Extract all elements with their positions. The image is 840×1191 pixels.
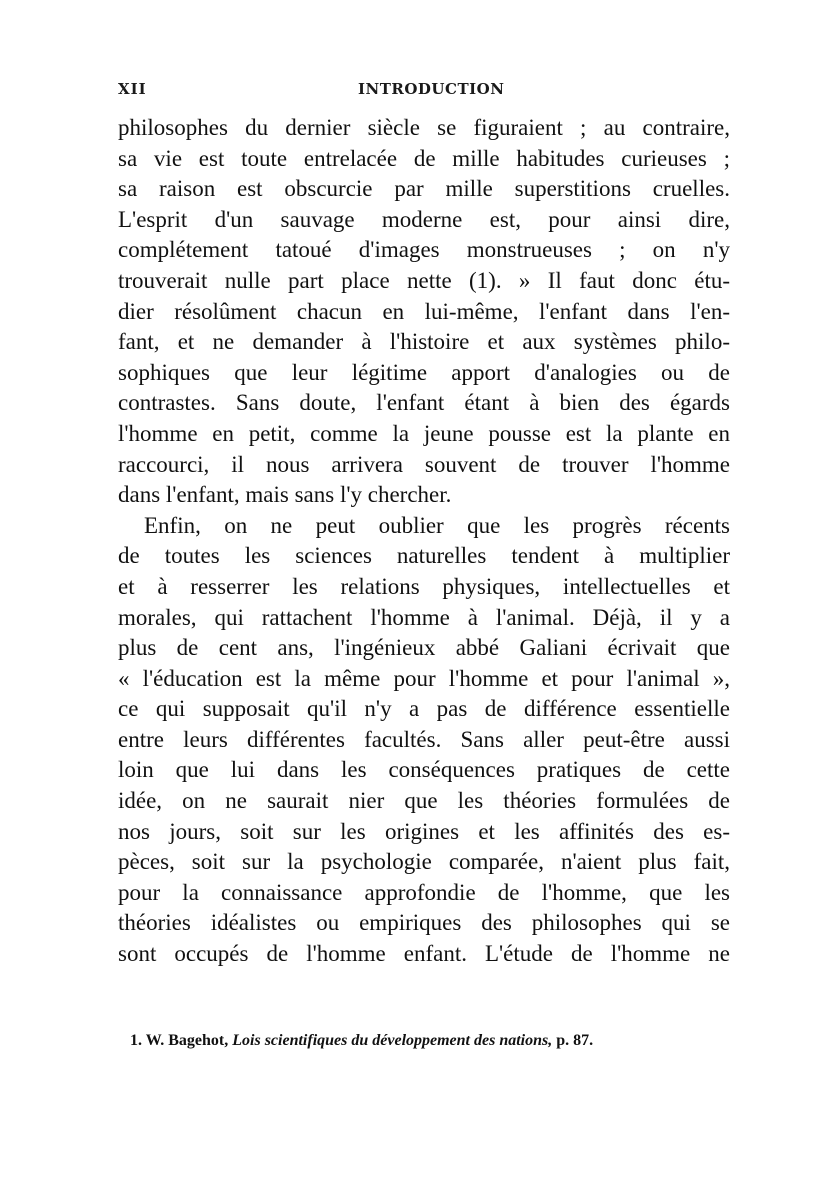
running-title: INTRODUCTION [358, 80, 505, 98]
text-line: sont occupés de l'homme enfant. L'étude de l'homme ne [118, 941, 730, 967]
text-line: idée, on ne saurait nier que les théories formulées de [118, 788, 730, 814]
text-line: « l'éducation est la même pour l'homme et pour l'animal », [118, 665, 730, 691]
page-number: XII [118, 80, 147, 98]
text-line: de toutes les sciences naturelles tendent à multiplier [118, 543, 730, 569]
text-line: trouverait nulle part place nette (1). » Il faut donc étu- [118, 267, 730, 293]
text-line: sophiques que leur légitime apport d'analogies ou de [118, 359, 730, 385]
text-line: loin que lui dans les conséquences pratiques de cette [118, 757, 730, 783]
text-line: sa vie est toute entrelacée de mille habitudes curieuses ; [118, 145, 730, 171]
text-line: pèces, soit sur la psychologie comparée, n'aient plus fait, [118, 849, 730, 875]
text-line: ce qui supposait qu'il n'y a pas de différence essentielle [118, 696, 730, 722]
footnote-title: Lois scientifiques du développement des nations, [232, 1032, 553, 1049]
text-line: contrastes. Sans doute, l'enfant étant à bien des égards [118, 390, 730, 416]
footnote-author: W. Bagehot, [145, 1032, 229, 1049]
text-line: morales, qui rattachent l'homme à l'animal. Déjà, il y a [118, 604, 730, 630]
page-header [118, 80, 730, 104]
footnote-number: 1. [130, 1032, 142, 1049]
text-line: fant, et ne demander à l'histoire et aux systèmes philo- [118, 329, 730, 355]
text-line: pour la connaissance approfondie de l'homme, que les [118, 879, 730, 905]
text-line: Enfin, on ne peut oublier que les progrès récents [144, 512, 730, 538]
text-line: plus de cent ans, l'ingénieux abbé Galiani écrivait que [118, 635, 730, 661]
text-line: et à resserrer les relations physiques, intellectuelles et [118, 573, 730, 599]
text-line: entre leurs différentes facultés. Sans aller peut-être aussi [118, 726, 730, 752]
text-line: philosophes du dernier siècle se figuraient ; au contraire, [118, 115, 730, 140]
footnote [130, 1032, 730, 1050]
text-line: L'esprit d'un sauvage moderne est, pour ainsi dire, [118, 206, 730, 232]
text-line: sa raison est obscurcie par mille superstitions cruelles. [118, 176, 730, 202]
text-line: dans l'enfant, mais sans l'y chercher. [118, 482, 452, 508]
text-line: nos jours, soit sur les origines et les affinités des es- [118, 818, 730, 844]
body-text [118, 113, 730, 970]
text-line: raccourci, il nous arrivera souvent de trouver l'homme [118, 451, 730, 477]
text-line: l'homme en petit, comme la jeune pousse est la plante en [118, 420, 730, 446]
text-line: complétement tatoué d'images monstrueuses ; on n'y [118, 237, 730, 263]
footnote-page: p. 87. [556, 1032, 594, 1049]
text-line: dier résolûment chacun en lui-même, l'enfant dans l'en- [118, 298, 730, 324]
text-line: théories idéalistes ou empiriques des philosophes qui se [118, 910, 730, 936]
